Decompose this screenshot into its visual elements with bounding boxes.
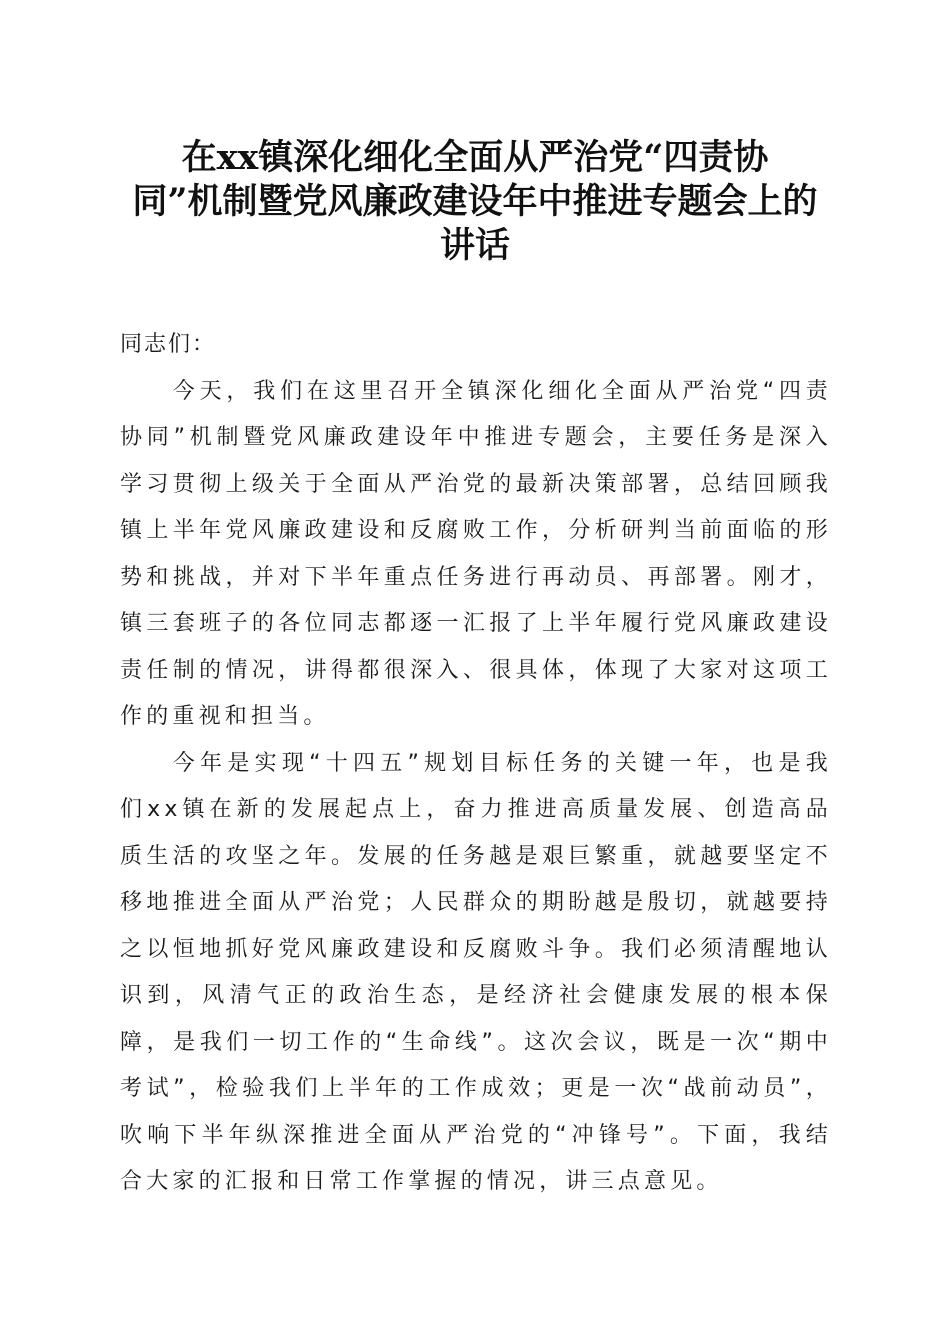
salutation: 同志们： [120, 332, 217, 357]
paragraph-2: 今年是实现“十四五”规划目标任务的关键一年，也是我们xx镇在新的发展起点上，奋力推进高质量发展、创造高品质生活的攻坚之年。发展的任务越是艰巨繁重，就越要坚定不移地推进全面从严治党；人民群众的期盼越是殷切，就越要持之以恒地抓好党风廉政建设和反腐败斗争。我们必须清醒地认识到，风清气正的政治生态，是经济社会健康发展的根本保障，是我们一切工作的“生命线”。这次会议，既是一次“期中考试”，检验我们上半年的工作成效；更是一次“战前动员”，吹响下半年纵深推进全面从严治党的“冲锋号”。下面，我结合大家的汇报和日常工作掌握的情况，讲三点意见。 [120, 750, 832, 1194]
title-line-1: 在xx镇深化细化全面从严治党“四责协 [181, 137, 769, 178]
paragraph-1: 今天，我们在这里召开全镇深化细化全面从严治党“四责协同”机制暨党风廉政建设年中推进专题会，主要任务是深入学习贯彻上级关于全面从严治党的最新决策部署，总结回顾我镇上半年党风廉政建设和反腐败工作，分析研判当前面临的形势和挑战，并对下半年重点任务进行再动员、再部署。刚才，镇三套班子的各位同志都逐一汇报了上半年履行党风廉政建设责任制的情况，讲得都很深入、很具体，体现了大家对这项工作的重视和担当。 [120, 378, 832, 729]
title-line-3: 讲话 [439, 225, 510, 266]
document-title [110, 136, 840, 268]
document-body [120, 322, 832, 1206]
title-line-2: 同”机制暨党风廉政建设年中推进专题会上的 [132, 181, 818, 222]
